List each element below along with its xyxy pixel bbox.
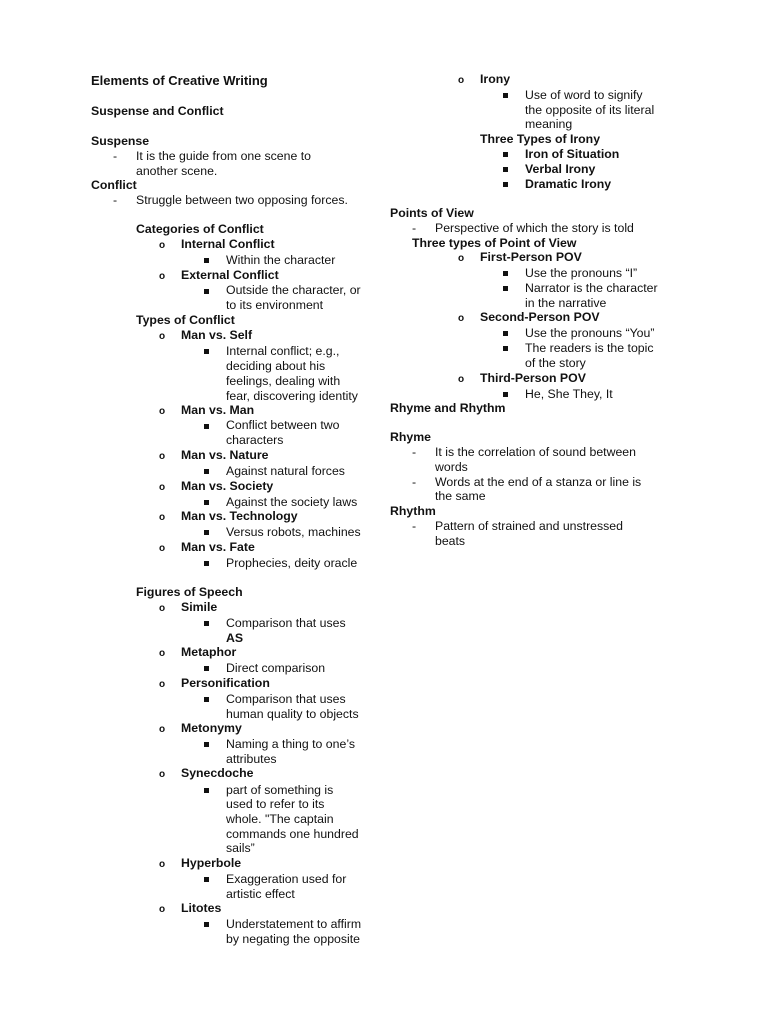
pov-first-desc-2b: in the narrative	[525, 296, 607, 310]
rhyme-desc-1a: It is the correlation of sound between	[435, 445, 636, 459]
figure-metonymy: Metonymy	[181, 721, 242, 735]
type-man-vs-technology: Man vs. Technology	[181, 509, 298, 523]
square-bullet-icon	[204, 530, 209, 535]
circle-bullet-icon: o	[159, 769, 166, 780]
figure-personification-desc-1: Comparison that uses	[226, 692, 346, 706]
figure-simile-desc-1: Comparison that uses	[226, 616, 346, 630]
square-bullet-icon	[204, 922, 209, 927]
type-man-desc-2: characters	[226, 433, 284, 447]
square-bullet-icon	[503, 346, 508, 351]
circle-bullet-icon: o	[458, 374, 465, 385]
square-bullet-icon	[204, 500, 209, 505]
type-self-desc-4: fear, discovering identity	[226, 389, 358, 403]
figure-simile: Simile	[181, 600, 218, 614]
rhythm-desc-1a: Pattern of strained and unstressed	[435, 519, 623, 533]
square-bullet-icon	[204, 788, 209, 793]
category-external-desc-1: Outside the character, or	[226, 283, 361, 297]
circle-bullet-icon: o	[159, 271, 166, 282]
circle-bullet-icon: o	[159, 482, 166, 493]
circle-bullet-icon: o	[159, 512, 166, 523]
conflict-text: Struggle between two opposing forces.	[136, 193, 348, 207]
figure-personification: Personification	[181, 676, 270, 690]
square-bullet-icon	[503, 93, 508, 98]
square-bullet-icon	[204, 666, 209, 671]
dash-bullet: -	[412, 475, 417, 489]
pov-second-desc-2a: The readers is the topic	[525, 341, 654, 355]
irony-types-heading: Three Types of Irony	[480, 132, 601, 146]
square-bullet-icon	[503, 286, 508, 291]
square-bullet-icon	[204, 469, 209, 474]
heading-suspense: Suspense	[91, 134, 150, 148]
circle-bullet-icon: o	[159, 648, 166, 659]
document-title: Elements of Creative Writing	[91, 73, 268, 88]
pov-first-person: First-Person POV	[480, 250, 582, 264]
type-technology-desc: Versus robots, machines	[226, 525, 361, 539]
type-nature-desc: Against natural forces	[226, 464, 345, 478]
circle-bullet-icon: o	[159, 859, 166, 870]
heading-figures-of-speech: Figures of Speech	[136, 585, 243, 599]
heading-pov-types: Three types of Point of View	[412, 236, 577, 250]
square-bullet-icon	[204, 742, 209, 747]
type-self-desc-2: deciding about his	[226, 359, 326, 373]
heading-types-of-conflict: Types of Conflict	[136, 313, 235, 327]
circle-bullet-icon: o	[159, 603, 166, 614]
rhyme-desc-2b: the same	[435, 489, 486, 503]
heading-points-of-view: Points of View	[390, 206, 474, 220]
circle-bullet-icon: o	[159, 904, 166, 915]
figure-synecdoche-desc-1: part of something is	[226, 783, 334, 797]
square-bullet-icon	[503, 392, 508, 397]
pov-third-person: Third-Person POV	[480, 371, 586, 385]
circle-bullet-icon: o	[159, 543, 166, 554]
pov-first-desc-2a: Narrator is the character	[525, 281, 658, 295]
irony-type-verbal: Verbal Irony	[525, 162, 596, 176]
circle-bullet-icon: o	[458, 253, 465, 264]
square-bullet-icon	[503, 152, 508, 157]
category-internal: Internal Conflict	[181, 237, 275, 251]
type-society-desc: Against the society laws	[226, 495, 358, 509]
rhythm-desc-1b: beats	[435, 534, 466, 548]
circle-bullet-icon: o	[458, 313, 465, 324]
square-bullet-icon	[503, 331, 508, 336]
pov-first-desc-1: Use the pronouns “I”	[525, 266, 638, 280]
figure-hyperbole-desc-1: Exaggeration used for	[226, 872, 347, 886]
figure-synecdoche-desc-2: used to refer to its	[226, 797, 325, 811]
type-man-vs-man: Man vs. Man	[181, 403, 255, 417]
square-bullet-icon	[204, 349, 209, 354]
pov-third-desc: He, She They, It	[525, 387, 613, 401]
type-man-desc-1: Conflict between two	[226, 418, 340, 432]
square-bullet-icon	[503, 182, 508, 187]
dash-bullet: -	[412, 519, 417, 533]
suspense-text-1: It is the guide from one scene to	[136, 149, 311, 163]
circle-bullet-icon: o	[159, 240, 166, 251]
pov-second-person: Second-Person POV	[480, 310, 600, 324]
figure-metonymy-desc-1: Naming a thing to one’s	[226, 737, 355, 751]
figure-litotes-desc-2: by negating the opposite	[226, 932, 361, 946]
dash-bullet: -	[412, 445, 417, 459]
heading-rhyme: Rhyme	[390, 430, 432, 444]
category-external-desc-2: to its environment	[226, 298, 324, 312]
heading-rhythm: Rhythm	[390, 504, 436, 518]
heading-rhyme-and-rhythm: Rhyme and Rhythm	[390, 401, 506, 415]
pov-second-desc-1: Use the pronouns “You”	[525, 326, 655, 340]
heading-categories: Categories of Conflict	[136, 222, 264, 236]
circle-bullet-icon: o	[159, 406, 166, 417]
circle-bullet-icon: o	[159, 451, 166, 462]
type-self-desc-3: feelings, dealing with	[226, 374, 341, 388]
type-man-vs-nature: Man vs. Nature	[181, 448, 269, 462]
dash-bullet: -	[113, 193, 118, 207]
irony-type-situation: Iron of Situation	[525, 147, 620, 161]
heading-suspense-conflict: Suspense and Conflict	[91, 104, 224, 118]
figure-litotes-desc-1: Understatement to affirm	[226, 917, 362, 931]
figure-hyperbole-desc-2: artistic effect	[226, 887, 295, 901]
square-bullet-icon	[503, 271, 508, 276]
dash-bullet: -	[113, 149, 118, 163]
figure-synecdoche-desc-5: sails”	[226, 841, 255, 855]
rhyme-desc-1b: words	[435, 460, 468, 474]
irony-type-dramatic: Dramatic Irony	[525, 177, 612, 191]
square-bullet-icon	[503, 167, 508, 172]
type-man-vs-society: Man vs. Society	[181, 479, 274, 493]
irony-desc-2: the opposite of its literal	[525, 103, 655, 117]
square-bullet-icon	[204, 424, 209, 429]
irony-desc-3: meaning	[525, 117, 573, 131]
figure-hyperbole: Hyperbole	[181, 856, 242, 870]
type-self-desc-1: Internal conflict; e.g.,	[226, 344, 340, 358]
square-bullet-icon	[204, 697, 209, 702]
figure-personification-desc-2: human quality to objects	[226, 707, 359, 721]
pov-desc: Perspective of which the story is told	[435, 221, 634, 235]
square-bullet-icon	[204, 621, 209, 626]
rhyme-desc-2a: Words at the end of a stanza or line is	[435, 475, 642, 489]
figure-metaphor-desc: Direct comparison	[226, 661, 326, 675]
square-bullet-icon	[204, 877, 209, 882]
figure-simile-desc-2: AS	[226, 631, 244, 645]
square-bullet-icon	[204, 561, 209, 566]
figure-synecdoche-desc-4: commands one hundred	[226, 827, 359, 841]
figure-synecdoche: Synecdoche	[181, 766, 254, 780]
type-man-vs-fate: Man vs. Fate	[181, 540, 255, 554]
irony-heading: Irony	[480, 72, 511, 86]
circle-bullet-icon: o	[458, 75, 465, 86]
irony-desc-1: Use of word to signify	[525, 88, 643, 102]
category-internal-desc: Within the character	[226, 253, 336, 267]
figure-metonymy-desc-2: attributes	[226, 752, 277, 766]
pov-second-desc-2b: of the story	[525, 356, 586, 370]
square-bullet-icon	[204, 289, 209, 294]
circle-bullet-icon: o	[159, 331, 166, 342]
type-fate-desc: Prophecies, deity oracle	[226, 556, 358, 570]
category-external: External Conflict	[181, 268, 279, 282]
dash-bullet: -	[412, 221, 417, 235]
suspense-text-2: another scene.	[136, 164, 218, 178]
circle-bullet-icon: o	[159, 679, 166, 690]
square-bullet-icon	[204, 258, 209, 263]
circle-bullet-icon: o	[159, 724, 166, 735]
figure-synecdoche-desc-3: whole. "The captain	[226, 812, 334, 826]
type-man-vs-self: Man vs. Self	[181, 328, 253, 342]
figure-metaphor: Metaphor	[181, 645, 237, 659]
figure-litotes: Litotes	[181, 901, 222, 915]
heading-conflict: Conflict	[91, 178, 137, 192]
